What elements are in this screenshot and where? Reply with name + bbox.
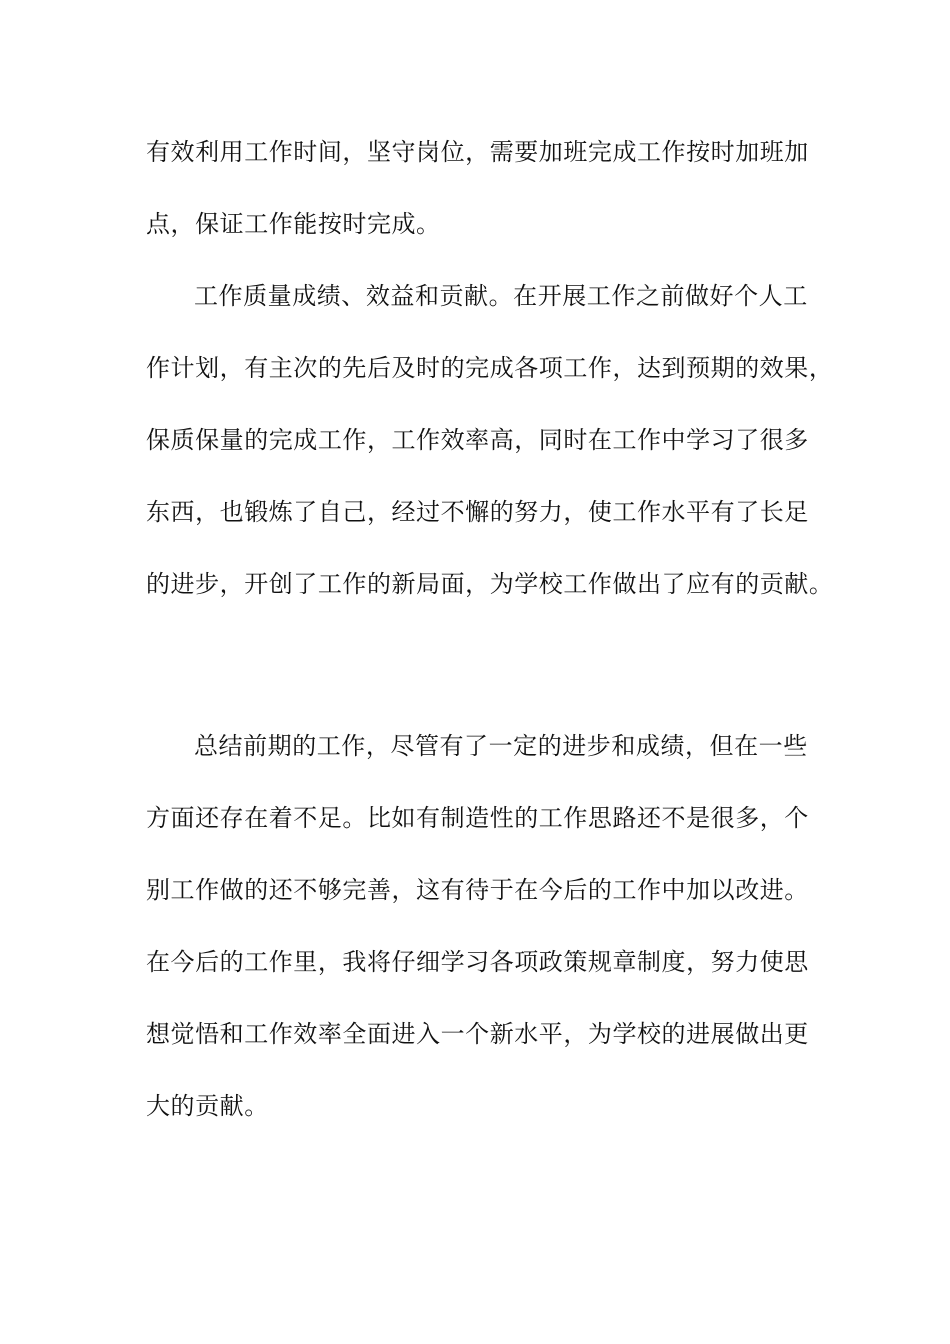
paragraph-2-line-4: 东西，也锻炼了自己，经过不懈的努力，使工作水平有了长足 <box>146 498 809 526</box>
paragraph-3-line-5: 想觉悟和工作效率全面进入一个新水平，为学校的进展做出更 <box>146 1020 809 1048</box>
paragraph-2-line-2: 作计划，有主次的先后及时的完成各项工作，达到预期的效果， <box>146 354 834 382</box>
paragraph-2-line-1: 工作质量成绩、效益和贡献。在开展工作之前做好个人工 <box>194 282 808 310</box>
paragraph-1-line-1: 有效利用工作时间，坚守岗位，需要加班完成工作按时加班加 <box>146 138 809 166</box>
paragraph-3-line-3: 别工作做的还不够完善，这有待于在今后的工作中加以改进。 <box>146 876 809 904</box>
paragraph-2-line-3: 保质保量的完成工作，工作效率高，同时在工作中学习了很多 <box>146 426 809 454</box>
paragraph-3-line-1: 总结前期的工作，尽管有了一定的进步和成绩，但在一些 <box>194 732 808 760</box>
paragraph-1-line-2: 点，保证工作能按时完成。 <box>146 210 441 238</box>
paragraph-3-line-6: 大的贡献。 <box>146 1092 269 1120</box>
paragraph-3-line-4: 在今后的工作里，我将仔细学习各项政策规章制度，努力使思 <box>146 948 809 976</box>
paragraph-2-line-5: 的进步，开创了工作的新局面，为学校工作做出了应有的贡献。 <box>146 570 834 598</box>
paragraph-3-line-2: 方面还存在着不足。比如有制造性的工作思路还不是很多，个 <box>146 804 809 832</box>
